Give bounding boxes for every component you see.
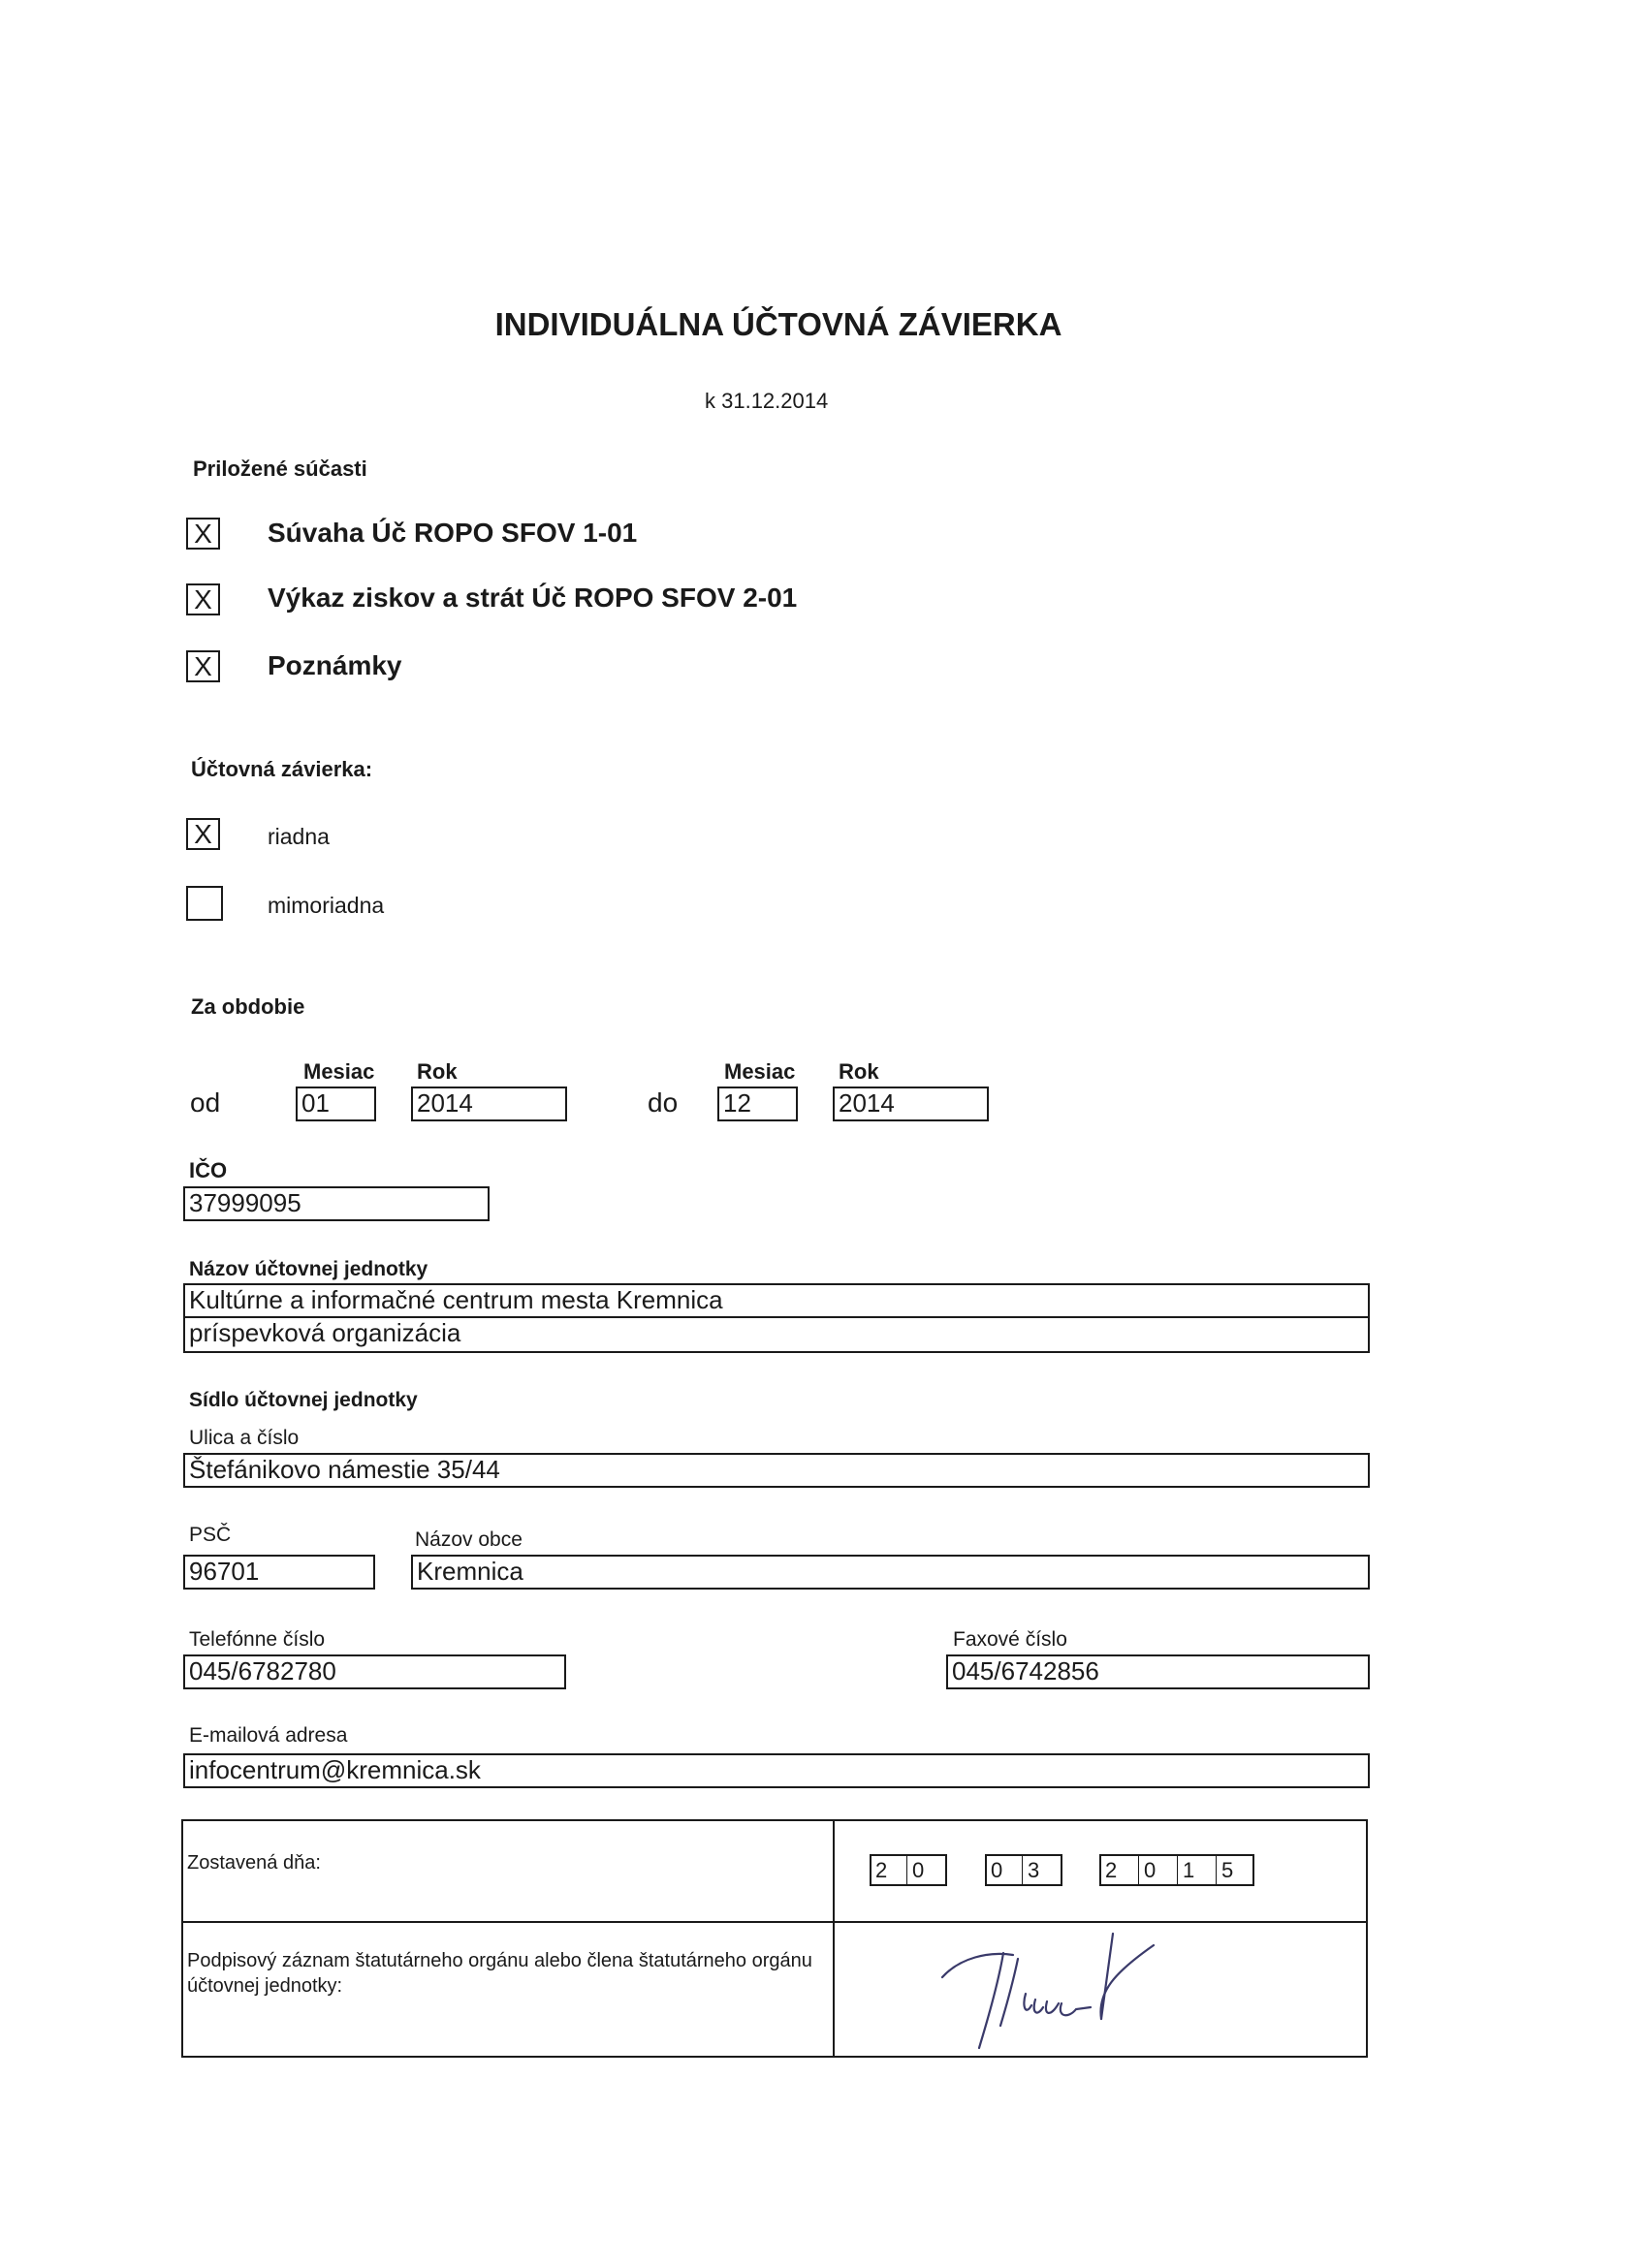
attachment-notes-label: Poznámky <box>268 650 402 680</box>
to-month-header: Mesiac <box>724 1059 796 1084</box>
phone-field[interactable]: 045/6782780 <box>183 1654 566 1689</box>
from-month-field[interactable]: 01 <box>296 1087 376 1121</box>
date-day-digit-1: 2 <box>875 1858 888 1882</box>
from-year-field[interactable]: 2014 <box>411 1087 567 1121</box>
period-label: Za obdobie <box>191 994 305 1019</box>
to-year-header: Rok <box>839 1059 879 1084</box>
date-day-field[interactable] <box>870 1854 947 1886</box>
from-label: od <box>190 1087 221 1118</box>
date-year-digit-4: 5 <box>1221 1858 1234 1882</box>
closing-type-label: Účtovná závierka: <box>191 757 373 781</box>
fax-label: Faxové číslo <box>953 1628 1067 1651</box>
signature-record-label: Podpisový záznam štatutárneho orgánu alebo člena štatutárneho orgánu účtovnej jednotky: <box>187 1950 812 1997</box>
street-field[interactable]: Štefánikovo námestie 35/44 <box>183 1453 1370 1488</box>
from-month-header: Mesiac <box>303 1059 375 1084</box>
regular-label: riadna <box>268 824 330 849</box>
handwritten-signature-icon <box>921 1924 1212 2060</box>
date-month-digit-2: 3 <box>1028 1858 1040 1882</box>
to-month-field[interactable]: 12 <box>717 1087 798 1121</box>
date-month-field[interactable] <box>985 1854 1062 1886</box>
to-year-field[interactable]: 2014 <box>833 1087 989 1121</box>
compiled-date-label: Zostavená dňa: <box>187 1852 321 1874</box>
to-label: do <box>648 1087 679 1118</box>
signature-table-column-divider <box>833 1819 835 2058</box>
date-year-digit-2: 0 <box>1144 1858 1157 1882</box>
ico-field[interactable]: 37999095 <box>183 1186 490 1221</box>
street-label: Ulica a číslo <box>189 1427 300 1449</box>
city-label: Názov obce <box>415 1528 523 1551</box>
closing-date: k 31.12.2014 <box>705 389 829 413</box>
checkbox-regular[interactable]: X <box>186 818 220 850</box>
psc-label: PSČ <box>189 1524 232 1546</box>
psc-field[interactable]: 96701 <box>183 1555 375 1590</box>
seat-label: Sídlo účtovnej jednotky <box>189 1389 418 1411</box>
entity-name-line1-field[interactable]: Kultúrne a informačné centrum mesta Kremnica <box>183 1283 1370 1318</box>
entity-name-label: Názov účtovnej jednotky <box>189 1258 428 1280</box>
date-day-digit-2: 0 <box>912 1858 925 1882</box>
checkbox-extraordinary[interactable] <box>186 886 223 921</box>
phone-label: Telefónne číslo <box>189 1628 326 1651</box>
attachment-balance-sheet-label: Súvaha Úč ROPO SFOV 1-01 <box>268 518 638 548</box>
entity-name-line2-field[interactable]: príspevková organizácia <box>183 1316 1370 1353</box>
ico-label: IČO <box>189 1158 228 1182</box>
signature-table-divider <box>181 1921 1368 1923</box>
date-year-field[interactable] <box>1099 1854 1254 1886</box>
email-field[interactable]: infocentrum@kremnica.sk <box>183 1753 1370 1788</box>
date-year-digit-3: 1 <box>1183 1858 1195 1882</box>
attachment-income-statement-label: Výkaz ziskov a strát Úč ROPO SFOV 2-01 <box>268 583 798 613</box>
date-month-digit-1: 0 <box>991 1858 1003 1882</box>
from-year-header: Rok <box>417 1059 458 1084</box>
extraordinary-label: mimoriadna <box>268 893 385 918</box>
checkbox-notes[interactable]: X <box>186 650 220 682</box>
city-field[interactable]: Kremnica <box>411 1555 1370 1590</box>
email-label: E-mailová adresa <box>189 1724 348 1747</box>
checkbox-balance-sheet[interactable]: X <box>186 518 220 550</box>
date-year-digit-1: 2 <box>1105 1858 1118 1882</box>
document-title: INDIVIDUÁLNA ÚČTOVNÁ ZÁVIERKA <box>494 306 1062 342</box>
fax-field[interactable]: 045/6742856 <box>946 1654 1370 1689</box>
attachments-label: Priložené súčasti <box>193 457 367 481</box>
checkbox-income-statement[interactable]: X <box>186 583 220 615</box>
